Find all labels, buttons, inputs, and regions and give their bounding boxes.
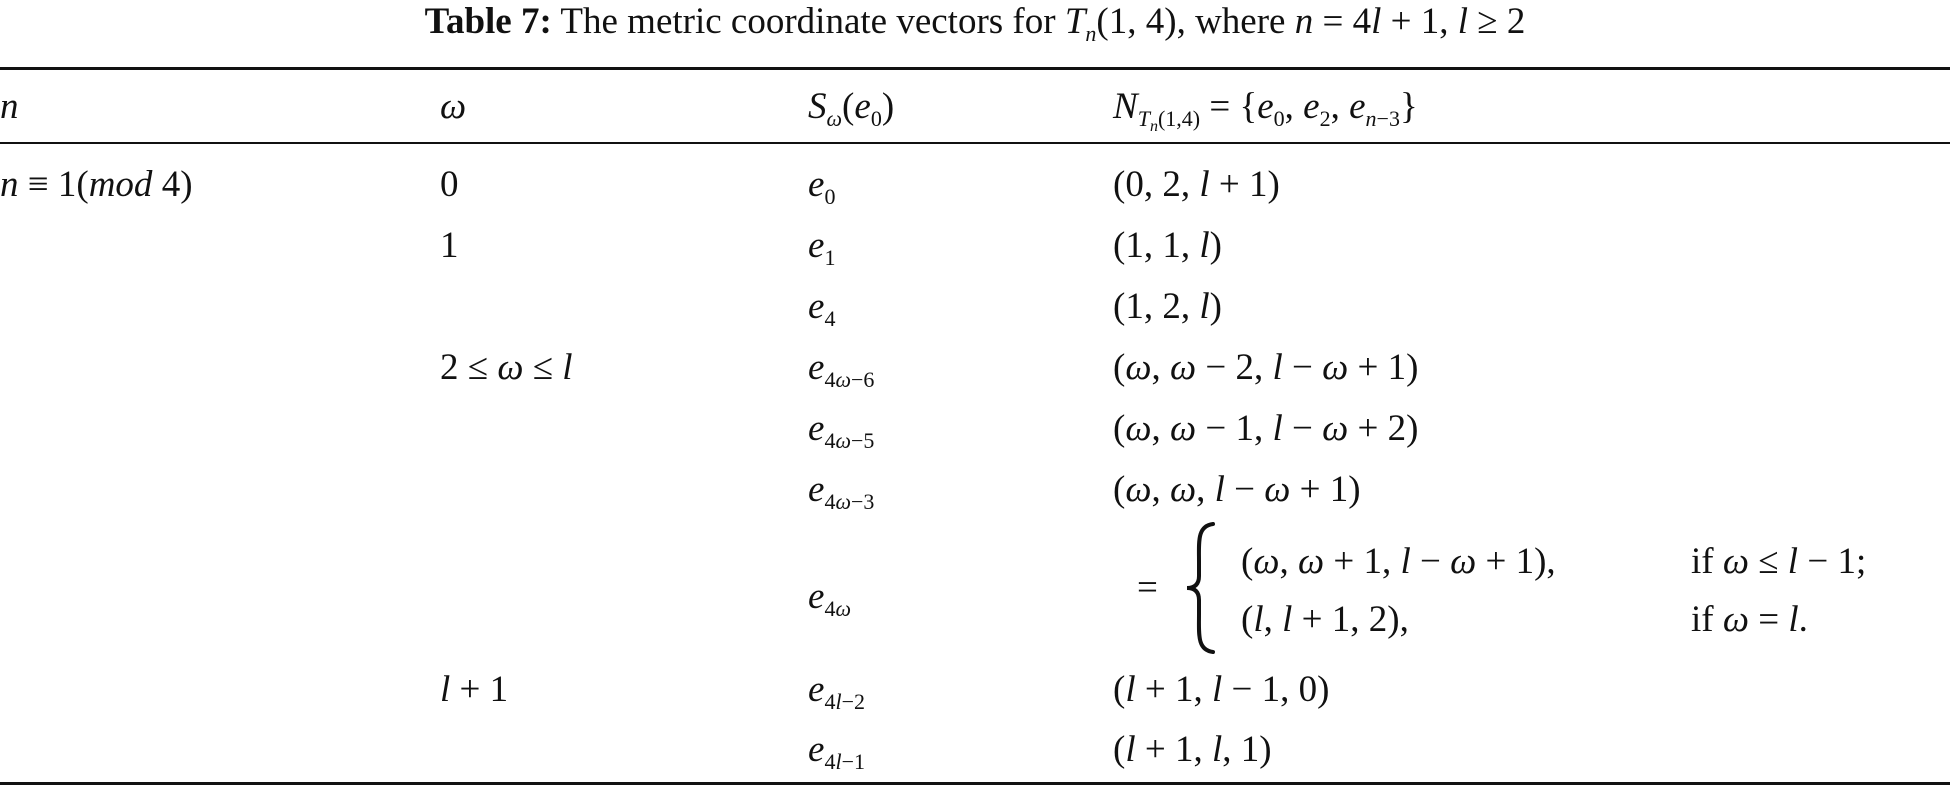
- cell-vector: (ω, ω, l − ω + 1): [1113, 469, 1361, 510]
- table-row: [0, 460, 1950, 520]
- cell-vector: (1, 2, l): [1113, 286, 1222, 327]
- table-header-row: [0, 80, 1950, 134]
- cell-vector: (ω, ω − 2, l − ω + 1): [1113, 347, 1419, 388]
- cell-s: $e_1$: [808, 225, 836, 270]
- case1-value: (ω, ω + 1, l − ω + 1),: [1241, 541, 1556, 582]
- table-label: Table 7:: [424, 1, 552, 42]
- header-omega: ω: [440, 86, 467, 127]
- caption-where: , where: [1176, 1, 1286, 42]
- cell-vector: (0, 2, l + 1): [1113, 164, 1280, 205]
- case2-condition: if ω = l.: [1691, 599, 1808, 640]
- cell-s: $e_{4\omega-6}$: [808, 347, 875, 392]
- caption-math-eq: n = 4l + 1, l ≥ 2: [1294, 1, 1526, 42]
- cell-vector: (l + 1, l, 1): [1113, 729, 1272, 770]
- table-row: [0, 216, 1950, 276]
- header-rule: [0, 142, 1950, 144]
- top-rule: [0, 67, 1950, 70]
- piecewise-equals: =: [1137, 567, 1158, 608]
- left-brace-icon: [1183, 522, 1217, 654]
- cell-s: $e_{4\omega-5}$: [808, 408, 875, 453]
- cell-s: $e_{4l-1}$: [808, 729, 865, 774]
- cell-s: $e_{4\omega-3}$: [808, 469, 875, 514]
- header-nset: $N_{T_n(1,4)} = \{e_0$, $e_2$, $e_{n-3}$}: [1113, 86, 1418, 135]
- header-s-omega: $S_\omega(e_0)$: [808, 86, 895, 131]
- cell-omega: 2 ≤ ω ≤ l: [440, 347, 573, 388]
- table-row: [0, 155, 1950, 215]
- caption-math-tn: $T_n(1$, 4): [1064, 1, 1177, 46]
- cell-vector: (1, 1, l): [1113, 225, 1222, 266]
- table-row: [0, 399, 1950, 459]
- cell-omega: 0: [440, 164, 459, 205]
- cell-s: $e_0$: [808, 164, 836, 209]
- table-row: [0, 660, 1950, 720]
- caption-text: The metric coordinate vectors for: [560, 1, 1056, 42]
- cell-n: n ≡ 1(mod 4): [0, 164, 193, 205]
- cell-omega: 1: [440, 225, 459, 266]
- table-row: [0, 277, 1950, 337]
- cell-s: $e_4$: [808, 286, 836, 331]
- cell-vector: (ω, ω − 1, l − ω + 2): [1113, 408, 1419, 449]
- cell-s: $e_{4l-2}$: [808, 669, 865, 714]
- case1-condition: if ω ≤ l − 1;: [1691, 541, 1867, 582]
- cell-omega: l + 1: [440, 669, 509, 710]
- table-caption: [0, 0, 1950, 56]
- cell-vector: (l + 1, l − 1, 0): [1113, 669, 1330, 710]
- table-row: [0, 338, 1950, 398]
- header-n: n: [0, 86, 19, 127]
- piecewise-vector: [1113, 520, 1950, 656]
- cell-s: $e_{4\omega}$: [808, 576, 851, 621]
- table-row: [0, 720, 1950, 780]
- case2-value: (l, l + 1, 2),: [1241, 599, 1409, 640]
